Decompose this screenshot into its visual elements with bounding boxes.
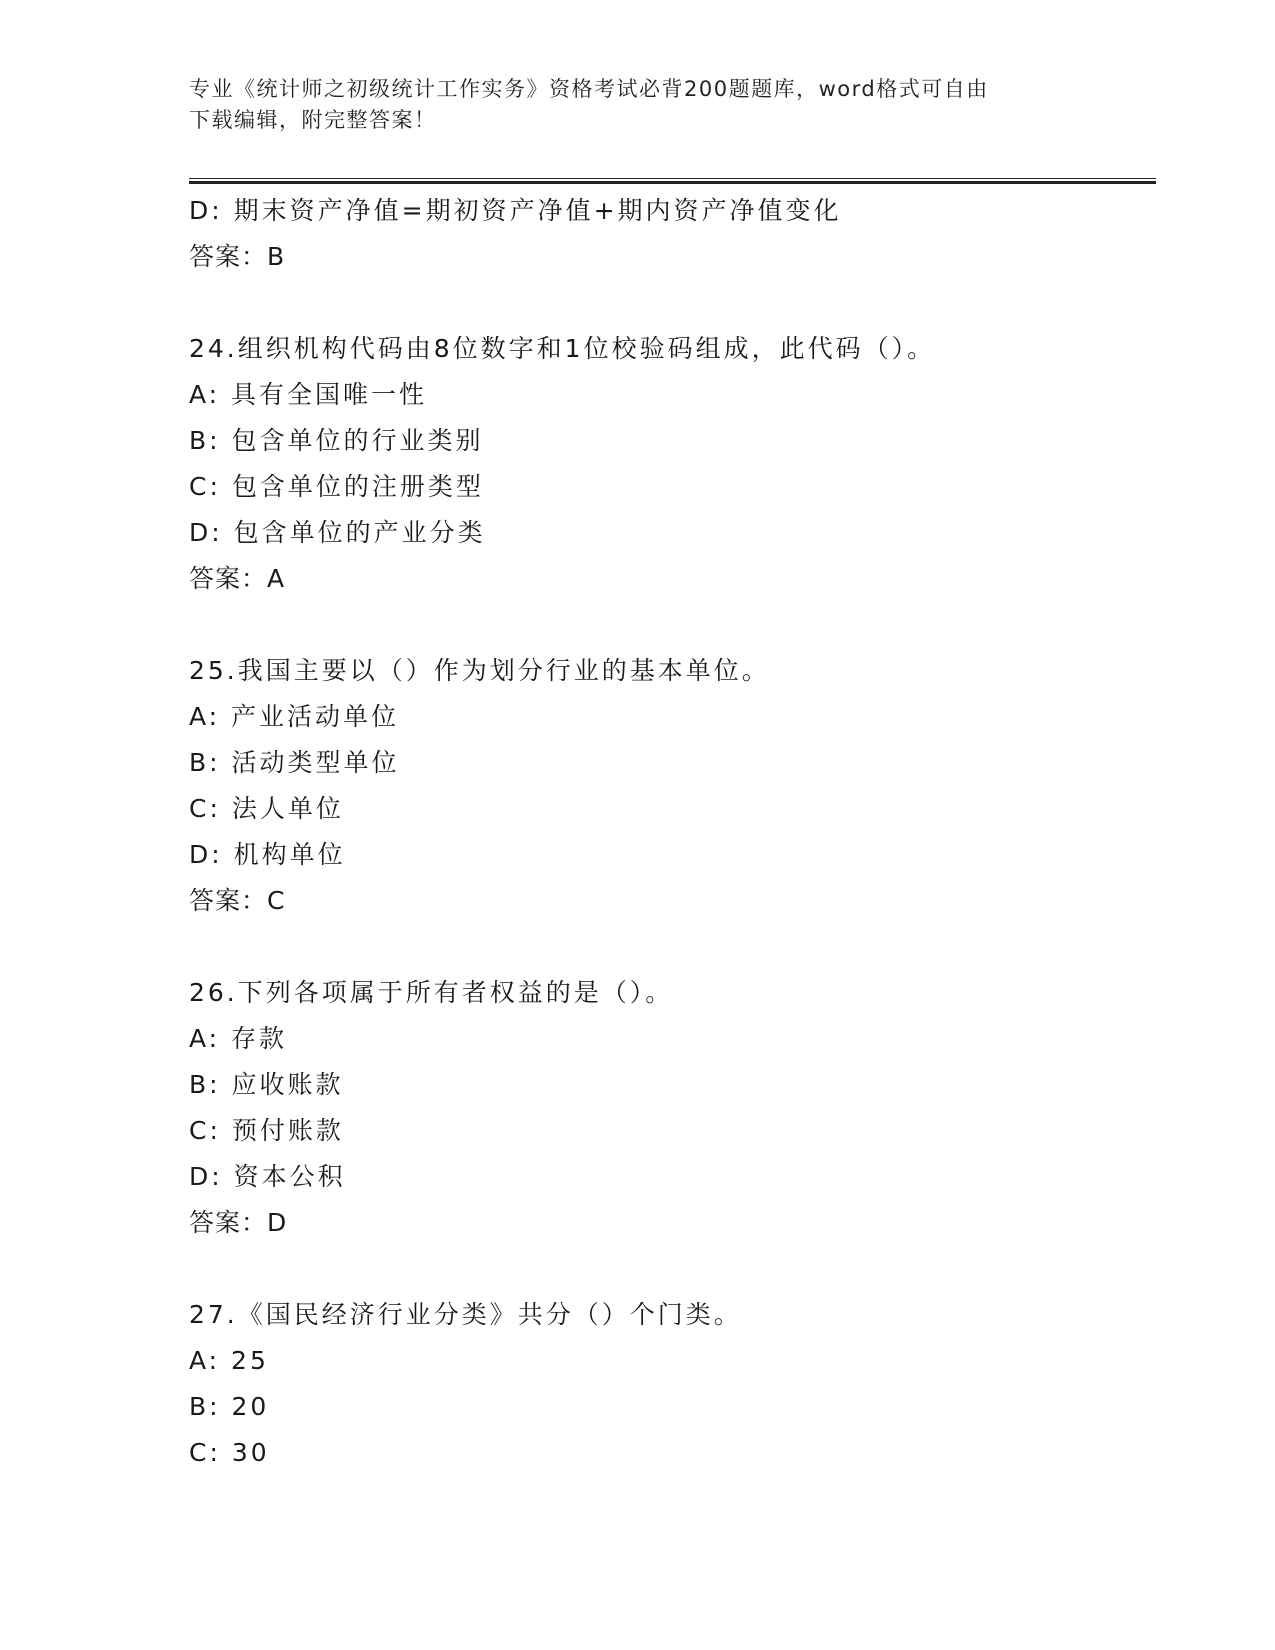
header-divider-thin (189, 178, 1156, 179)
previous-question-tail (189, 188, 1156, 280)
option-c: C: 预付账款 (189, 1116, 344, 1145)
question-24 (189, 326, 1156, 602)
option-a: A: 存款 (189, 1024, 288, 1053)
question-stem: 25.我国主要以（）作为划分行业的基本单位。 (189, 656, 770, 685)
answer: 答案：A (189, 564, 286, 593)
question-25 (189, 648, 1156, 924)
option-b: B: 包含单位的行业类别 (189, 426, 484, 455)
option-a: A: 产业活动单位 (189, 702, 400, 731)
question-list (189, 188, 1156, 1476)
header-line-1: 专业《统计师之初级统计工作实务》资格考试必背200题题库，word格式可自由 (189, 77, 989, 101)
option-d: D: 资本公积 (189, 1162, 346, 1191)
header-divider-thick (189, 181, 1156, 184)
option-c: C: 包含单位的注册类型 (189, 472, 484, 501)
spacer (189, 924, 1156, 970)
question-stem: 26.下列各项属于所有者权益的是（）。 (189, 978, 674, 1007)
spacer (189, 280, 1156, 326)
document-header (189, 74, 1089, 136)
option-a: A: 25 (189, 1346, 269, 1375)
question-27 (189, 1292, 1156, 1476)
header-line-2: 下载编辑，附完整答案！ (189, 108, 437, 132)
question-stem: 24.组织机构代码由8位数字和1位校验码组成，此代码（）。 (189, 334, 936, 363)
option-d: D: 包含单位的产业分类 (189, 518, 486, 547)
spacer (189, 1246, 1156, 1292)
option-d: D: 期末资产净值=期初资产净值+期内资产净值变化 (189, 196, 842, 225)
option-b: B: 20 (189, 1392, 270, 1421)
option-b: B: 活动类型单位 (189, 748, 400, 777)
answer: 答案：D (189, 1208, 288, 1237)
option-d: D: 机构单位 (189, 840, 346, 869)
answer: 答案：C (189, 886, 286, 915)
option-b: B: 应收账款 (189, 1070, 344, 1099)
option-a: A: 具有全国唯一性 (189, 380, 428, 409)
spacer (189, 602, 1156, 648)
option-c: C: 30 (189, 1438, 270, 1467)
question-26 (189, 970, 1156, 1246)
question-stem: 27.《国民经济行业分类》共分（）个门类。 (189, 1300, 742, 1329)
answer: 答案：B (189, 242, 286, 271)
option-c: C: 法人单位 (189, 794, 344, 823)
